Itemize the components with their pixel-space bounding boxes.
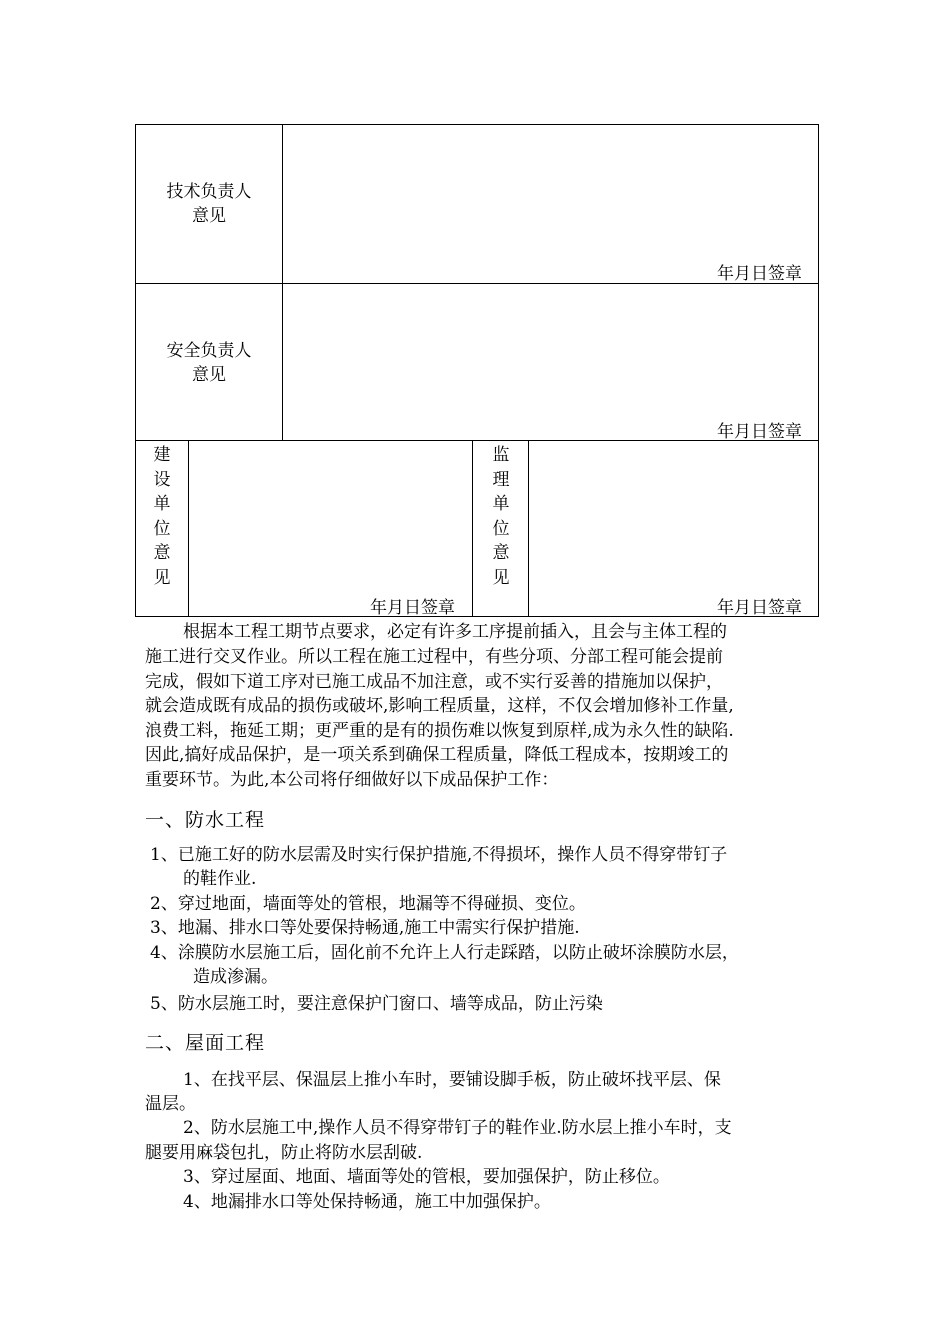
list-item: 5、防水层施工时，要注意保护门窗口、墙等成品，防止污染 — [150, 994, 603, 1014]
tech-lead-signature: 年月日签章 — [717, 264, 802, 284]
construction-unit-char: 设 — [153, 469, 171, 490]
section-title-waterproofing: 一、防水工程 — [145, 809, 266, 831]
list-item: 3、地漏、排水口等处要保持畅通,施工中需实行保护措施. — [150, 918, 580, 938]
supervision-unit-signature: 年月日签章 — [717, 598, 802, 618]
construction-unit-char: 单 — [153, 494, 171, 515]
construction-unit-char: 建 — [153, 445, 171, 465]
safety-lead-signature: 年月日签章 — [717, 422, 802, 442]
list-item: 3、穿过屋面、地面、墙面等处的管根，要加强保护，防止移位。 — [183, 1167, 670, 1187]
supervision-unit-char: 意 — [492, 543, 510, 564]
supervision-unit-char: 见 — [492, 567, 510, 588]
intro-line: 浪费工料，拖延工期；更严重的是有的损伤难以恢复到原样,成为永久性的缺陷. — [145, 721, 734, 741]
tech-lead-label — [136, 180, 282, 228]
table-border-top — [135, 124, 819, 125]
intro-line: 重要环节。为此,本公司将仔细做好以下成品保护工作： — [145, 770, 559, 790]
list-item-continuation: 造成渗漏。 — [193, 967, 278, 987]
table-col-divider — [528, 440, 529, 617]
list-item: 1、在找平层、保温层上推小车时，要铺设脚手板，防止破坏找平层、保 — [183, 1070, 721, 1090]
supervision-unit-char: 单 — [492, 494, 510, 515]
construction-unit-char: 见 — [153, 567, 171, 588]
supervision-unit-char: 理 — [492, 469, 510, 490]
safety-lead-label-line2: 意见 — [192, 365, 226, 385]
construction-unit-char: 位 — [153, 518, 171, 539]
list-item: 4、涂膜防水层施工后，固化前不允许上人行走踩踏，以防止破坏涂膜防水层， — [150, 943, 739, 963]
list-item-continuation: 的鞋作业. — [183, 869, 257, 889]
intro-line: 因此,搞好成品保护，是一项关系到确保工程质量，降低工程成本，按期竣工的 — [145, 745, 729, 765]
table-border-right — [818, 124, 819, 617]
table-col-divider — [188, 440, 189, 617]
construction-unit-signature: 年月日签章 — [370, 598, 455, 618]
supervision-unit-label — [491, 443, 511, 591]
list-item-continuation: 温层。 — [145, 1094, 196, 1114]
section-title-roofing: 二、屋面工程 — [145, 1032, 266, 1054]
supervision-unit-char: 位 — [492, 518, 510, 539]
intro-line: 就会造成既有成品的损伤或破坏,影响工程质量，这样，不仅会增加修补工作量, — [145, 696, 734, 716]
construction-unit-char: 意 — [153, 543, 171, 564]
list-item: 2、穿过地面，墙面等处的管根，地漏等不得碰损、变位。 — [150, 894, 586, 914]
safety-lead-label — [136, 339, 282, 387]
list-item: 1、已施工好的防水层需及时实行保护措施,不得损坏，操作人员不得穿带钉子 — [150, 845, 728, 865]
tech-lead-label-line2: 意见 — [192, 206, 226, 226]
intro-line: 施工进行交叉作业。所以工程在施工过程中，有些分项、分部工程可能会提前 — [145, 647, 723, 667]
intro-line: 根据本工程工期节点要求，必定有许多工序提前插入，且会与主体工程的 — [183, 622, 727, 642]
intro-line: 完成，假如下道工序对已施工成品不加注意，或不实行妥善的措施加以保护， — [145, 672, 723, 692]
construction-unit-label — [152, 443, 172, 591]
list-item-continuation: 腿要用麻袋包扎，防止将防水层刮破. — [145, 1143, 423, 1163]
list-item: 4、地漏排水口等处保持畅通，施工中加强保护。 — [183, 1192, 551, 1212]
supervision-unit-char: 监 — [492, 445, 510, 465]
table-col-divider — [282, 124, 283, 441]
list-item: 2、防水层施工中,操作人员不得穿带钉子的鞋作业.防水层上推小车时，支 — [183, 1118, 732, 1138]
table-col-divider — [472, 440, 473, 617]
safety-lead-label-line1: 安全负责人 — [166, 341, 252, 361]
tech-lead-label-line1: 技术负责人 — [166, 182, 252, 202]
